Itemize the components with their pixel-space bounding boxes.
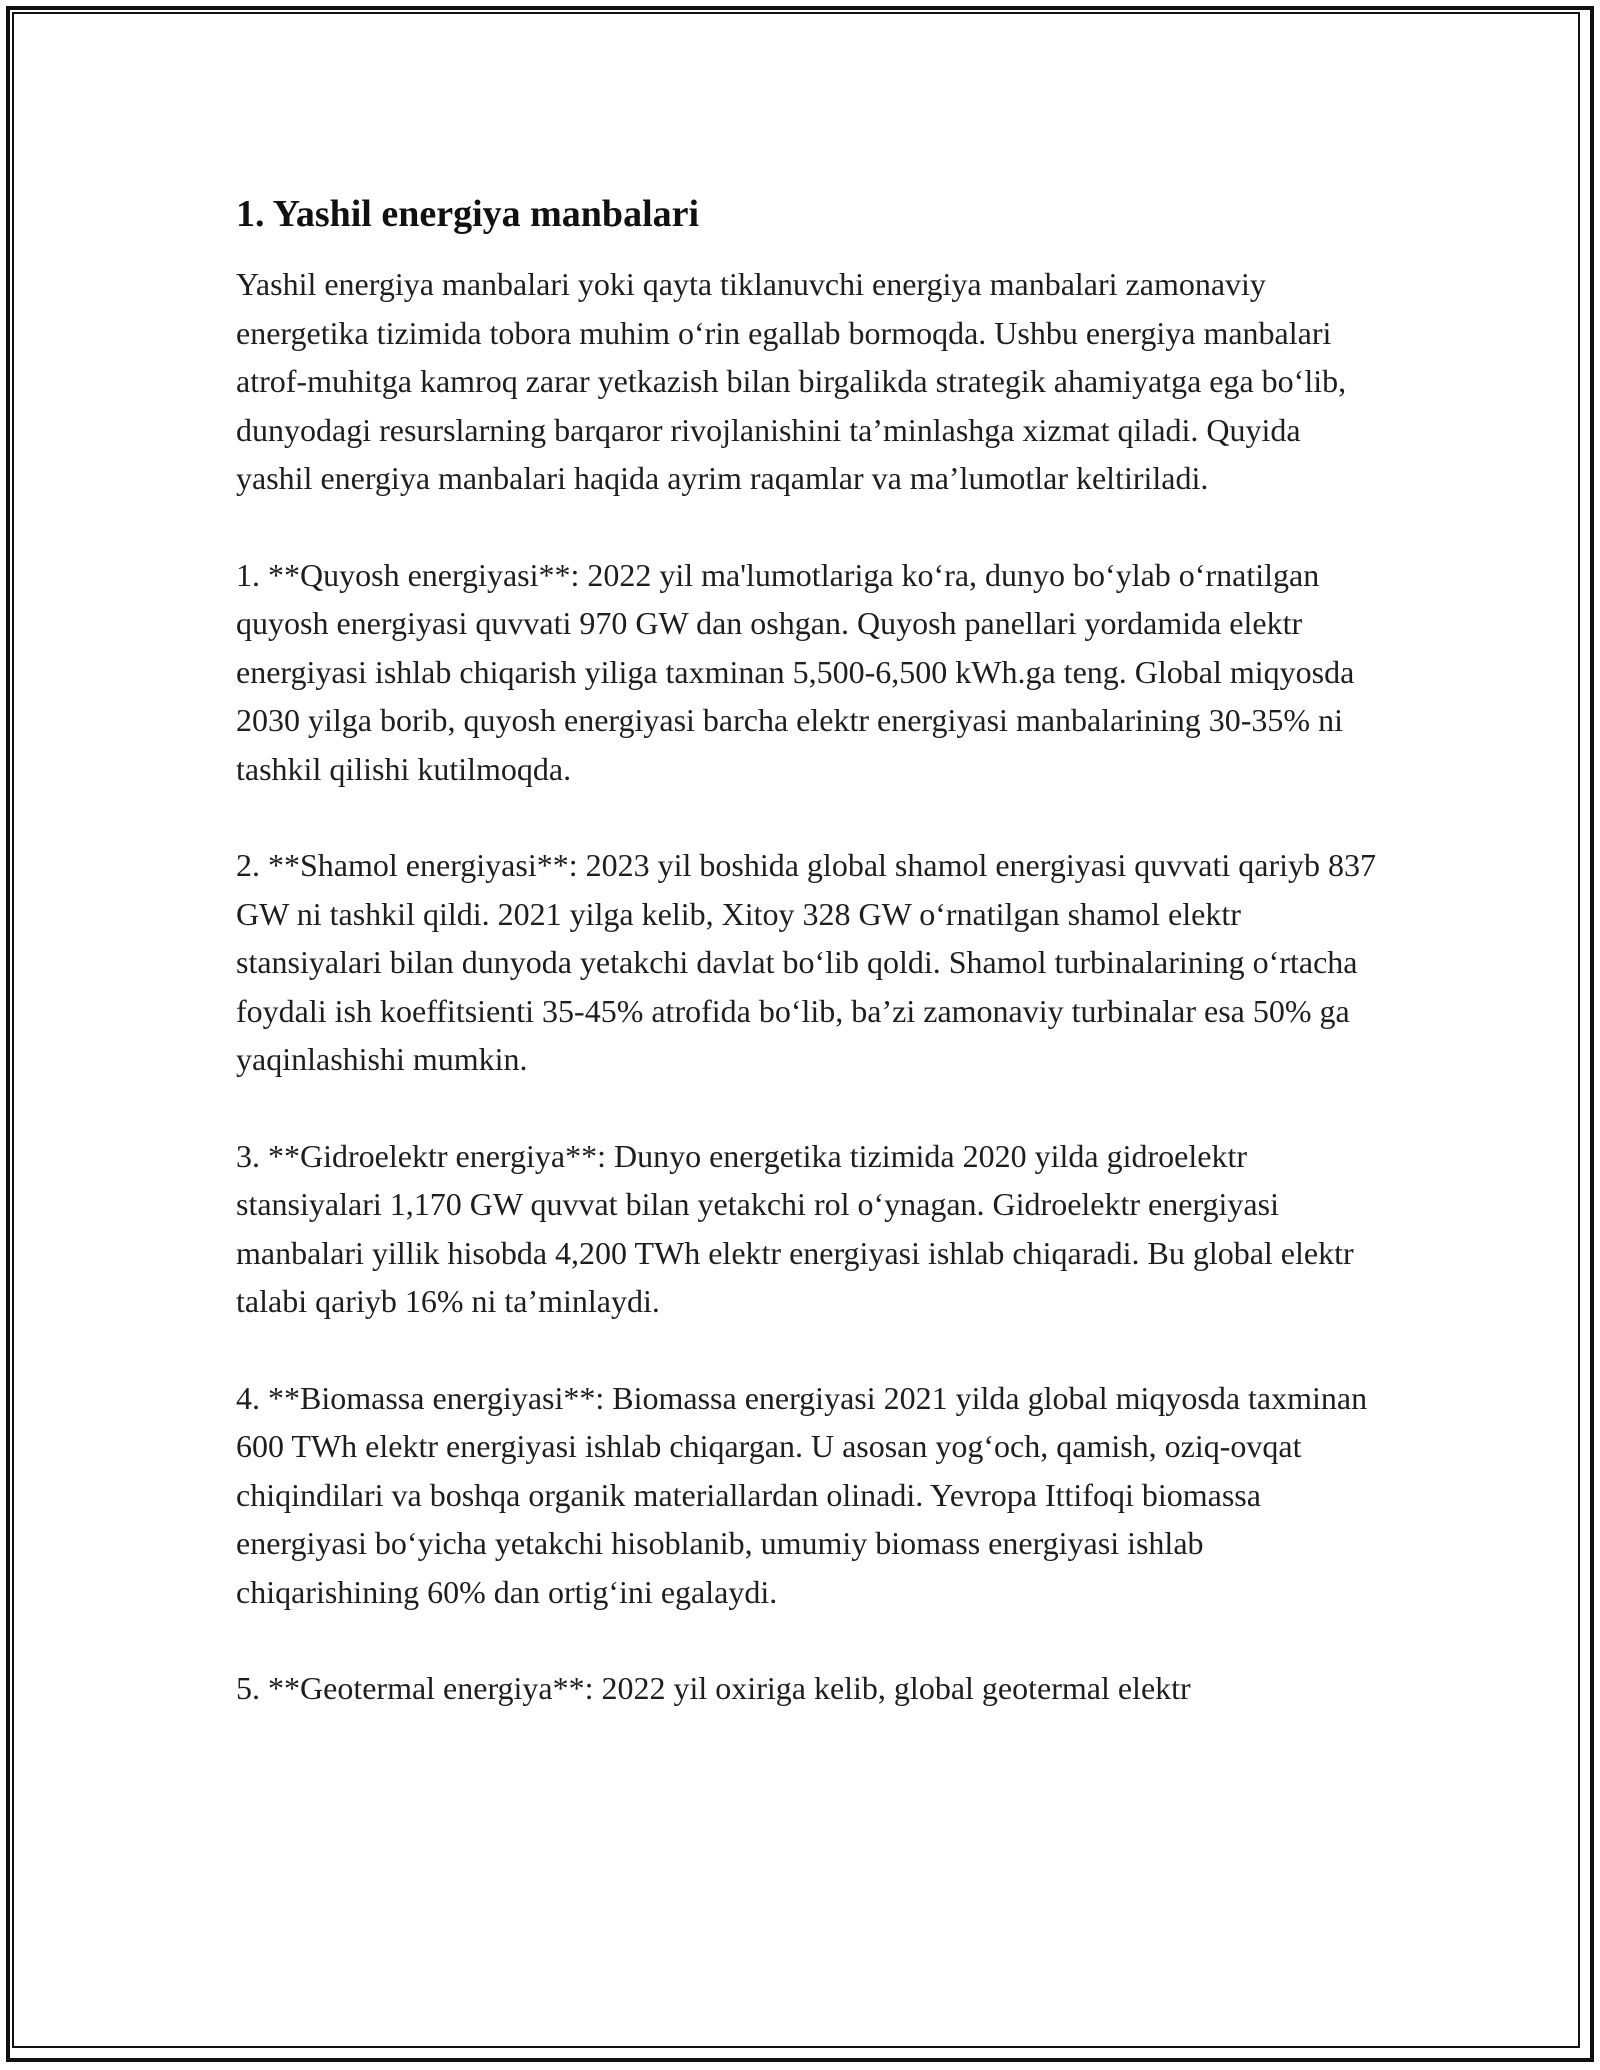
section-hydro-paragraph: 3. **Gidroelektr energiya**: Dunyo energetika tizimida 2020 yilda gidroelektr stansiyalari 1,170 GW quvvat bilan yetakchi rol o‘ynagan. Gidroelektr energiyasi manbalari yillik hisobda 4,200 TWh elektr energiyasi ishlab chiqaradi. Bu global elektr talabi qariyb 16% ni ta’minlaydi. (236, 1137, 1354, 1319)
document-body (236, 188, 1376, 1713)
intro-paragraph: Yashil energiya manbalari yoki qayta tiklanuvchi energiya manbalari zamonaviy energetika tizimida tobora muhim o‘rin egallab bormoqda. Ushbu energiya manbalari atrof-muhitga kamroq zarar yetkazish bilan birgalikda strategik ahamiyatga ega bo‘lib, dunyodagi resurslarning barqaror rivojlanishini ta’minlashga xizmat qiladi. Quyida yashil energiya manbalari haqida ayrim raqamlar va ma’lumotlar keltiriladi. (236, 266, 1347, 496)
section-wind-paragraph: 2. **Shamol energiyasi**: 2023 yil boshida global shamol energiyasi quvvati qariyb 837 GW ni tashkil qildi. 2021 yilga kelib, Xitoy 328 GW o‘rnatilgan shamol elektr stansiyalari bilan dunyoda yetakchi davlat bo‘lib qoldi. Shamol turbinalarining o‘rtacha foydali ish koeffitsienti 35-45% atrofida bo‘lib, ba’zi zamonaviy turbinalar esa 50% ga yaqinlashishi mumkin. (236, 847, 1376, 1077)
section-solar-paragraph: 1. **Quyosh energiyasi**: 2022 yil ma'lumotlariga ko‘ra, dunyo bo‘ylab o‘rnatilgan quyosh energiyasi quvvati 970 GW dan oshgan. Quyosh panellari yordamida elektr energiyasi ishlab chiqarish yiliga taxminan 5,500-6,500 kWh.ga teng. Global miqyosda 2030 yilga borib, quyosh energiyasi barcha elektr energiyasi manbalarining 30-35% ni tashkil qilishi kutilmoqda. (236, 556, 1355, 787)
section-geothermal-paragraph: 5. **Geotermal energiya**: 2022 yil oxiriga kelib, global geotermal elektr (236, 1670, 1191, 1706)
page-title: 1. Yashil energiya manbalari (236, 193, 700, 235)
section-biomass-paragraph: 4. **Biomassa energiyasi**: Biomassa energiyasi 2021 yilda global miqyosda taxminan 600 TWh elektr energiyasi ishlab chiqargan. U asosan yog‘och, qamish, oziq-ovqat chiqindilari va boshqa organik materiallardan olinadi. Yevropa Ittifoqi biomassa energiyasi bo‘yicha yetakchi hisoblanib, umumiy biomass energiyasi ishlab chiqarishining 60% dan ortig‘ini egalaydi. (236, 1379, 1368, 1610)
